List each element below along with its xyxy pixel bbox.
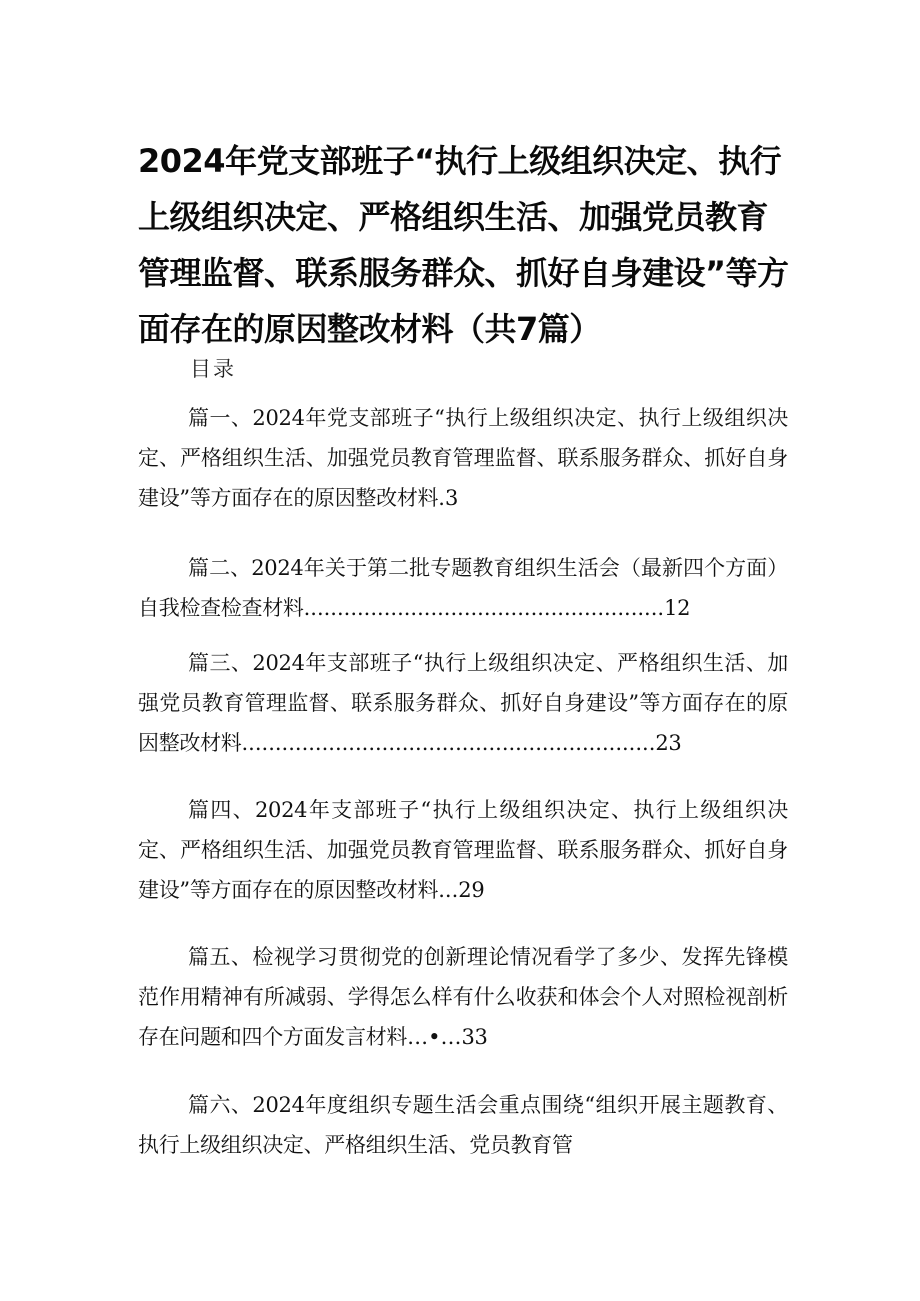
document-title: 2024年党支部班子“执行上级组织决定、执行上级组织决定、严格组织生活、加强党员教育管理监督、联系服务群众、抓好自身建设”等方面存在的原因整改材料（共7篇） [138,142,789,348]
toc-page-number: 12 [664,596,691,620]
toc-entry-1[interactable] [138,398,788,518]
toc-entry-text: 篇五、检视学习贯彻党的创新理论情况看学了多少、发挥先锋模范作用精神有所减弱、学得怎么样有什么收获和体会个人对照检视剖析存在问题和四个方面发言材料 [138,945,788,1049]
toc-entry-6[interactable] [138,1085,788,1165]
toc-entry-text: 篇三、2024年支部班子“执行上级组织决定、严格组织生活、加强党员教育管理监督、联系服务群众、抓好自身建设”等方面存在的原因整改材料 [138,651,788,755]
toc-entry-text: 篇四、2024年支部班子“执行上级组织决定、执行上级组织决定、严格组织生活、加强党员教育管理监督、联系服务群众、抓好自身建设”等方面存在的原因整改材料 [138,798,788,902]
toc-entry-2[interactable] [138,548,788,628]
toc-page-number: 23 [655,731,682,755]
toc-leader-dots: . [438,486,445,510]
toc-entry-5[interactable] [138,937,788,1057]
toc-leader-dots: .............................................................. [241,731,656,755]
toc-entry-text: 篇一、2024年党支部班子“执行上级组织决定、执行上级组织决定、严格组织生活、加强党员教育管理监督、联系服务群众、抓好自身建设”等方面存在的原因整改材料 [138,406,788,510]
toc-entry-text: 篇二、2024年关于第二批专题教育组织生活会（最新四个方面）自我检查检查材料 [138,556,788,620]
toc-entry-4[interactable] [138,790,788,910]
toc-page-number: 29 [458,878,485,902]
toc-heading: 目录 [190,357,236,381]
toc-leader-dots: ...................................................... [303,596,665,620]
toc-leader-dots: …•… [407,1025,462,1049]
toc-entry-text: 篇六、2024年度组织专题生活会重点围绕“组织开展主题教育、执行上级组织决定、严格组织生活、党员教育管 [138,1093,788,1157]
toc-entry-3[interactable] [138,643,788,763]
toc-leader-dots: ... [438,878,459,902]
toc-page-number: 3 [444,486,458,510]
toc-page-number: 33 [461,1025,488,1049]
